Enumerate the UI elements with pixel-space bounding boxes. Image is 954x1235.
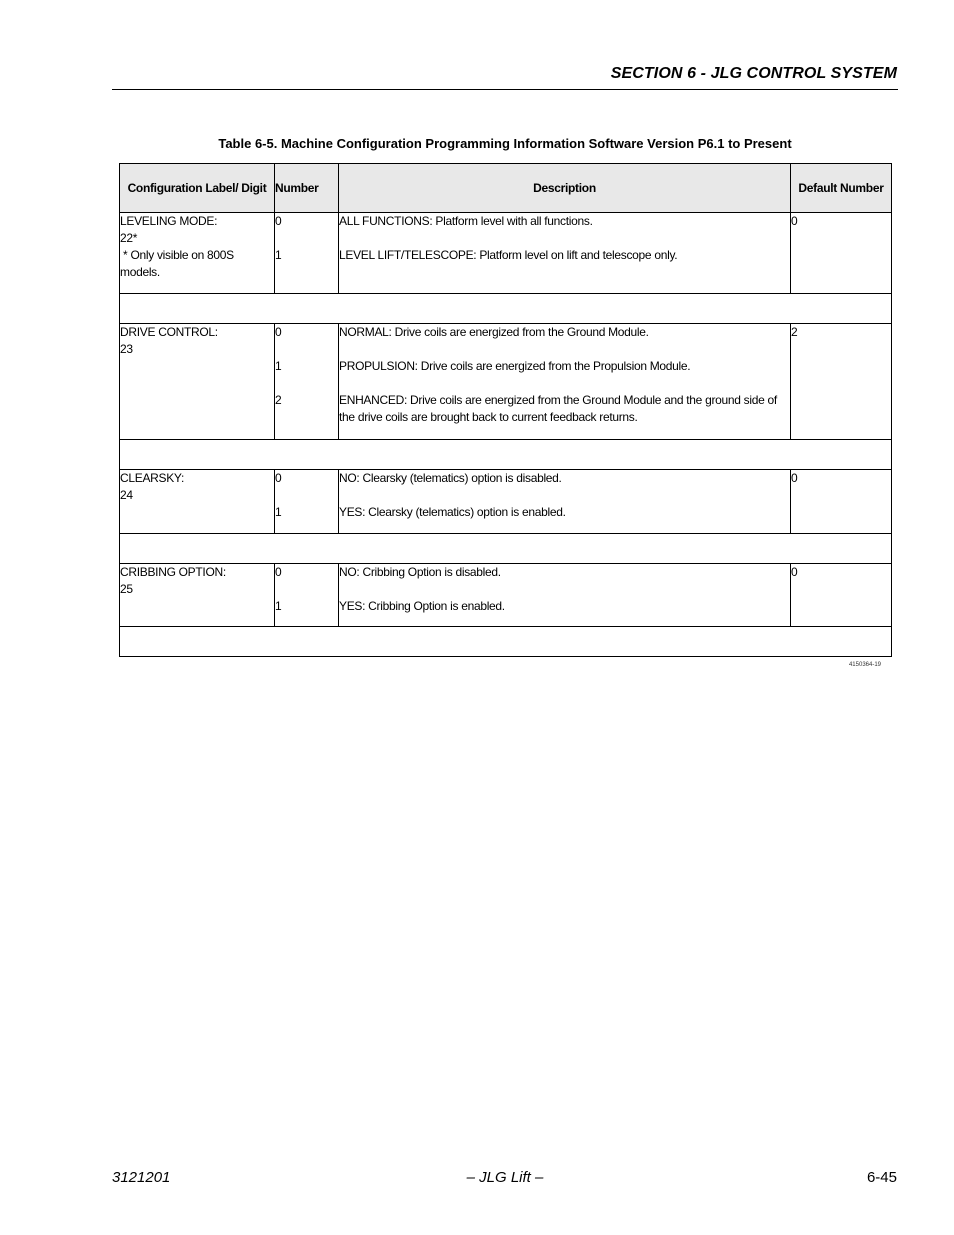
config-label-cell [120,470,275,534]
config-label-cell [120,324,275,440]
option-number: 0 [275,325,282,339]
option-description: YES: Cribbing Option is enabled. [339,599,505,613]
table-row-cribbing-option [120,564,892,627]
column-header-default: Default Number [791,164,892,213]
option-number: 0 [275,471,282,485]
table-spacer-row [120,440,892,470]
option-description: PROPULSION: Drive coils are energized from the Propulsion Module. [339,359,691,373]
table-row-clearsky [120,470,892,534]
column-header-number: Number [275,164,339,213]
table-title: Table 6-5. Machine Configuration Programming Information Software Version P6.1 to Present [218,136,792,151]
description-cell [339,564,791,627]
configuration-table [119,163,892,657]
footer-center-text: – JLG Lift – [466,1169,544,1186]
default-number: 0 [791,564,892,627]
option-description: NORMAL: Drive coils are energized from the Ground Module. [339,325,649,339]
option-number: 0 [275,214,282,228]
table-spacer-row [120,627,892,657]
config-label: DRIVE CONTROL: [120,325,218,339]
table-spacer-row [120,294,892,324]
config-label: CLEARSKY: [120,471,184,485]
section-title: SECTION 6 - JLG CONTROL SYSTEM [610,65,897,82]
description-cell [339,470,791,534]
option-number: 1 [275,505,282,519]
config-label: LEVELING MODE: [120,214,218,228]
number-cell [275,213,339,294]
column-header-description: Description [339,164,791,213]
config-label: CRIBBING OPTION: [120,565,226,579]
header-rule [112,89,898,90]
table-row-drive-control [120,324,892,440]
config-label-cell [120,564,275,627]
option-number: 1 [275,359,282,373]
option-number: 1 [275,599,282,613]
figure-id: 4150364-19 [848,662,881,668]
default-number: 0 [791,213,892,294]
config-label-cell [120,213,275,294]
table-row-leveling-mode [120,213,892,294]
column-header-label: Configuration Label/ Digit [120,164,275,213]
config-digit: 22* [120,231,138,245]
option-number: 1 [275,248,282,262]
default-number: 0 [791,470,892,534]
option-description: ENHANCED: Drive coils are energized from the Ground Module and the ground side of [339,393,777,407]
number-cell [275,564,339,627]
footer-doc-number: 3121201 [112,1169,171,1186]
footer-page-number: 6-45 [866,1169,897,1186]
option-description: NO: Clearsky (telematics) option is disabled. [339,471,562,485]
config-note: * Only visible on 800S [120,248,234,262]
default-number: 2 [791,324,892,440]
option-description: ALL FUNCTIONS: Platform level with all functions. [339,214,593,228]
option-description: LEVEL LIFT/TELESCOPE: Platform level on lift and telescope only. [339,248,678,262]
config-digit: 23 [120,342,133,356]
description-cell [339,324,791,440]
number-cell [275,324,339,440]
config-note: models. [120,265,160,279]
table-header-row [120,164,892,213]
option-number: 2 [275,393,282,407]
config-digit: 24 [120,488,133,502]
description-cell [339,213,791,294]
number-cell [275,470,339,534]
option-description: YES: Clearsky (telematics) option is enabled. [339,505,566,519]
table-spacer-row [120,534,892,564]
option-description: NO: Cribbing Option is disabled. [339,565,501,579]
option-number: 0 [275,565,282,579]
config-digit: 25 [120,582,133,596]
option-description-continued: the drive coils are brought back to current feedback returns. [339,410,638,424]
